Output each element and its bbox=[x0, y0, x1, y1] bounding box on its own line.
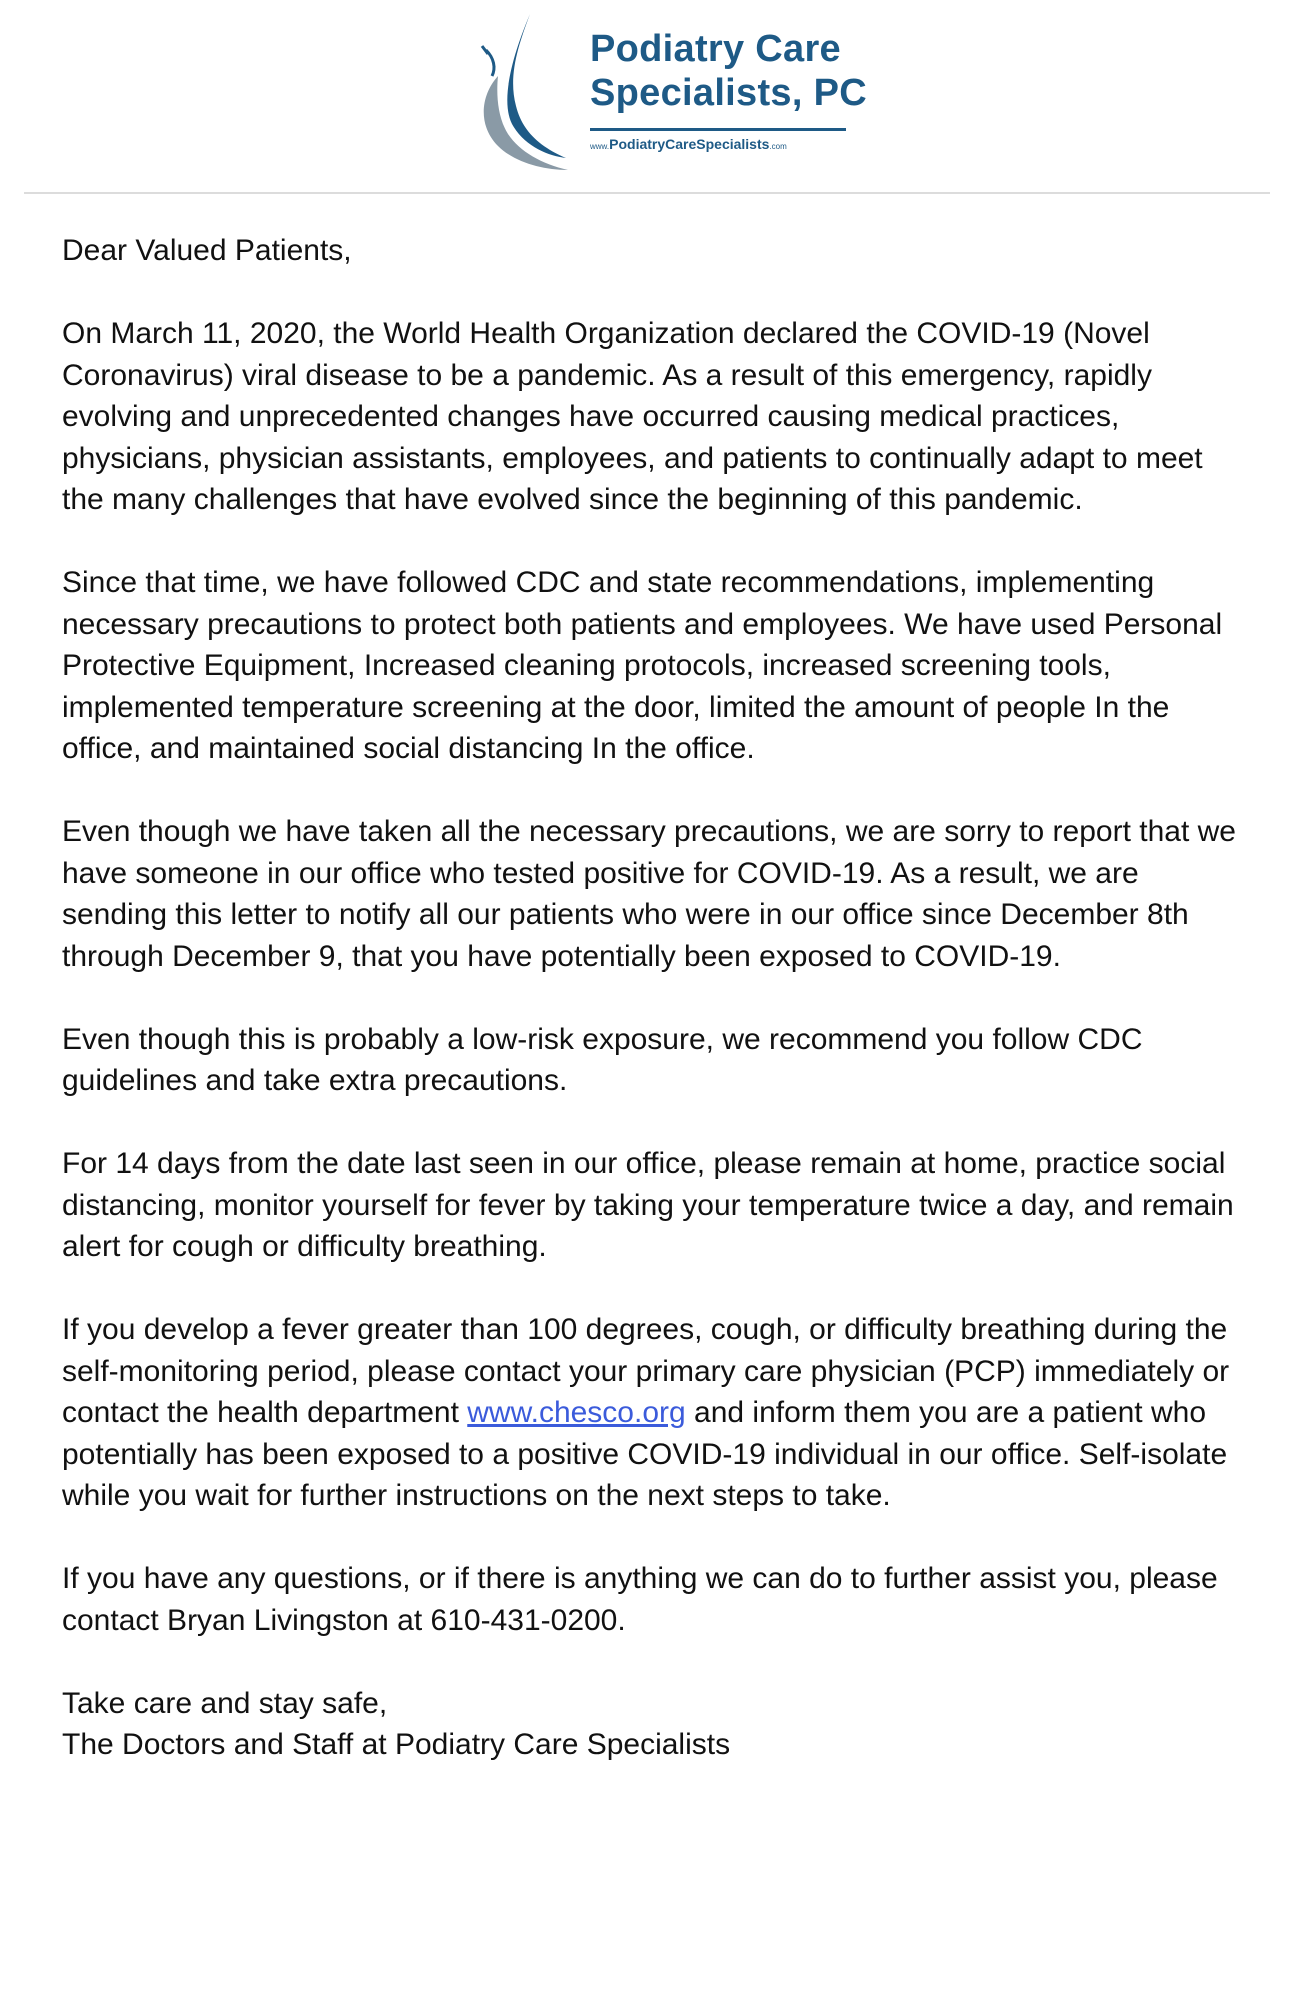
closing: Take care and stay safe, bbox=[62, 1686, 388, 1720]
company-logo bbox=[458, 6, 878, 182]
signature: The Doctors and Staff at Podiatry Care Specialists bbox=[62, 1728, 731, 1761]
paragraph-exposure-notice: Even though we have taken all the necessary precautions, we are sorry to report that we have someone in our office who tested positive for COVID-19. As a result, we are sending this letter to notify all our patients who were in our office since December 8th through December 9, that you have potentially been exposed to COVID-19. bbox=[62, 815, 1236, 973]
logo-url-suffix: .com bbox=[769, 142, 787, 151]
paragraph-contact: If you have any questions, or if there is anything we can do to further assist you, please contact Bryan Livingston at 610-431-0200. bbox=[62, 1562, 1218, 1637]
logo-divider bbox=[590, 128, 846, 131]
paragraph-quarantine: For 14 days from the date last seen in our office, please remain at home, practice social distancing, monitor yourself for fever by taking your temperature twice a day, and remain alert for cough or difficulty breathing. bbox=[62, 1147, 1234, 1263]
greeting: Dear Valued Patients, bbox=[62, 234, 352, 267]
paragraph-risk: Even though this is probably a low-risk exposure, we recommend you follow CDC guidelines and take extra precautions. bbox=[62, 1022, 1143, 1097]
letter-body bbox=[62, 230, 1242, 1766]
logo-url-main: PodiatryCareSpecialists bbox=[609, 136, 770, 152]
paragraph-symptoms bbox=[62, 1309, 1242, 1517]
logo-website bbox=[590, 136, 787, 152]
logo-title-line1: Podiatry Care bbox=[590, 28, 841, 70]
paragraph-pandemic-declaration: On March 11, 2020, the World Health Organization declared the COVID-19 (Novel Coronavirus) viral disease to be a pandemic. As a result of this emergency, rapidly evolving and unprecedented changes have occurred causing medical practices, physicians, physician assistants, employees, and patients to continually adapt to meet the many challenges that have evolved since the beginning of this pandemic. bbox=[62, 317, 1203, 516]
symptoms-text-after: and inform them you are a patient who potentially has been exposed to a positive COVID-19 individual in our office. Self-isolate while you wait for further instructions on the next steps to take. bbox=[62, 1396, 1228, 1512]
paragraph-precautions: Since that time, we have followed CDC and state recommendations, implementing necessary precautions to protect both patients and employees. We have used Personal Protective Equipment, Increased cleaning protocols, increased screening tools, implemented temperature screening at the door, limited the amount of people In the office, and maintained social distancing In the office. bbox=[62, 566, 1223, 765]
symptoms-text-before: If you develop a fever greater than 100 degrees, cough, or difficulty breathing during the self-monitoring period, please contact your primary care physician (PCP) immediately or contact the health department bbox=[62, 1313, 1230, 1429]
logo-url-prefix: www. bbox=[590, 142, 610, 151]
health-department-link[interactable]: www.chesco.org bbox=[467, 1396, 686, 1429]
foot-swoosh-icon bbox=[458, 6, 588, 182]
sign-off bbox=[62, 1683, 1242, 1766]
letterhead bbox=[24, 0, 1270, 194]
logo-title-line2: Specialists, PC bbox=[590, 72, 867, 114]
